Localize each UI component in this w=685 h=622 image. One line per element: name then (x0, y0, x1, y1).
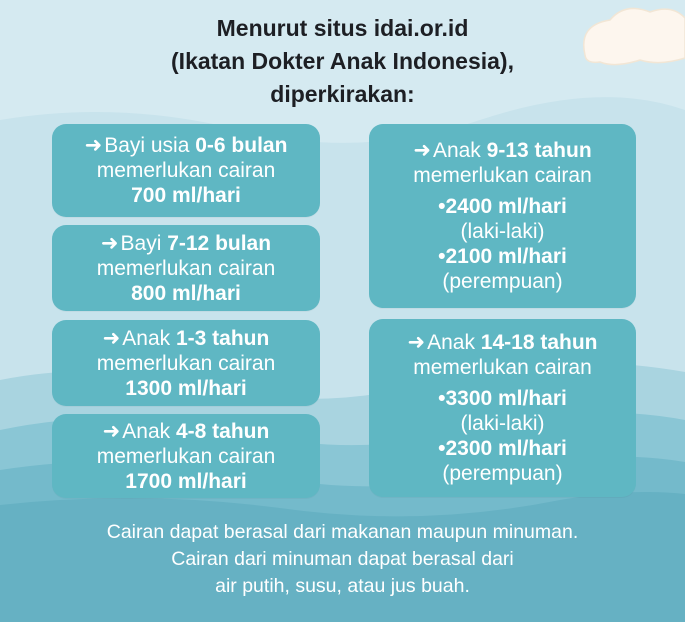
card-infant-0-6-months (52, 124, 320, 217)
card-prefix: Bayi usia (104, 134, 196, 157)
card-male-label: (laki-laki) (460, 220, 545, 243)
card-amount: 1700 ml/hari (125, 469, 247, 493)
footer-line-2: Cairan dari minuman dapat berasal dari (171, 548, 514, 570)
card-need-text: memerlukan cairan (96, 159, 276, 182)
card-child-9-13-years (369, 124, 636, 308)
page-title (0, 12, 685, 111)
card-amount: 700 ml/hari (131, 184, 241, 207)
card-amount: 800 ml/hari (131, 281, 241, 305)
card-age-range: 9-13 tahun (486, 139, 592, 162)
footer-line-3: air putih, susu, atau jus buah. (215, 575, 470, 597)
card-age-range: 14-18 tahun (480, 331, 598, 354)
arrow-icon: ➜ (407, 331, 426, 354)
card-male-amount: •3300 ml/hari (438, 387, 567, 410)
card-need-text: memerlukan cairan (413, 164, 592, 187)
card-need-text: memerlukan cairan (96, 351, 276, 375)
card-female-label: (perempuan) (442, 462, 563, 485)
footer-line-1: Cairan dapat berasal dari makanan maupun minuman. (106, 521, 579, 543)
card-age-range: 4-8 tahun (175, 419, 270, 443)
card-prefix: Anak (122, 419, 176, 443)
card-prefix: Anak (427, 331, 481, 354)
card-need-text: memerlukan cairan (413, 356, 592, 379)
title-line-1: Menurut situs idai.or.id (216, 15, 469, 41)
card-child-14-18-years (369, 319, 636, 497)
card-prefix: Bayi (120, 231, 168, 255)
card-prefix: Anak (122, 326, 176, 350)
card-female-amount: •2300 ml/hari (438, 437, 567, 460)
card-age-range: 0-6 bulan (195, 134, 288, 157)
card-prefix: Anak (432, 139, 487, 162)
card-female-amount: •2100 ml/hari (438, 245, 567, 268)
card-child-4-8-years (52, 414, 320, 498)
arrow-icon: ➜ (102, 326, 121, 350)
footer-note (0, 519, 685, 600)
card-need-text: memerlukan cairan (96, 444, 276, 468)
card-female-label: (perempuan) (442, 270, 563, 293)
arrow-icon: ➜ (100, 231, 119, 255)
card-infant-7-12-months (52, 225, 320, 311)
card-age-range: 1-3 tahun (175, 326, 270, 350)
arrow-icon: ➜ (413, 139, 431, 162)
card-child-1-3-years (52, 320, 320, 406)
arrow-icon: ➜ (84, 134, 103, 157)
title-line-2: (Ikatan Dokter Anak Indonesia), (171, 48, 514, 74)
card-need-text: memerlukan cairan (96, 256, 276, 280)
card-male-amount: •2400 ml/hari (438, 195, 567, 218)
arrow-icon: ➜ (102, 419, 121, 443)
title-line-3: diperkirakan: (270, 81, 415, 107)
card-amount: 1300 ml/hari (125, 376, 247, 400)
card-male-label: (laki-laki) (460, 412, 545, 435)
card-age-range: 7-12 bulan (167, 231, 272, 255)
